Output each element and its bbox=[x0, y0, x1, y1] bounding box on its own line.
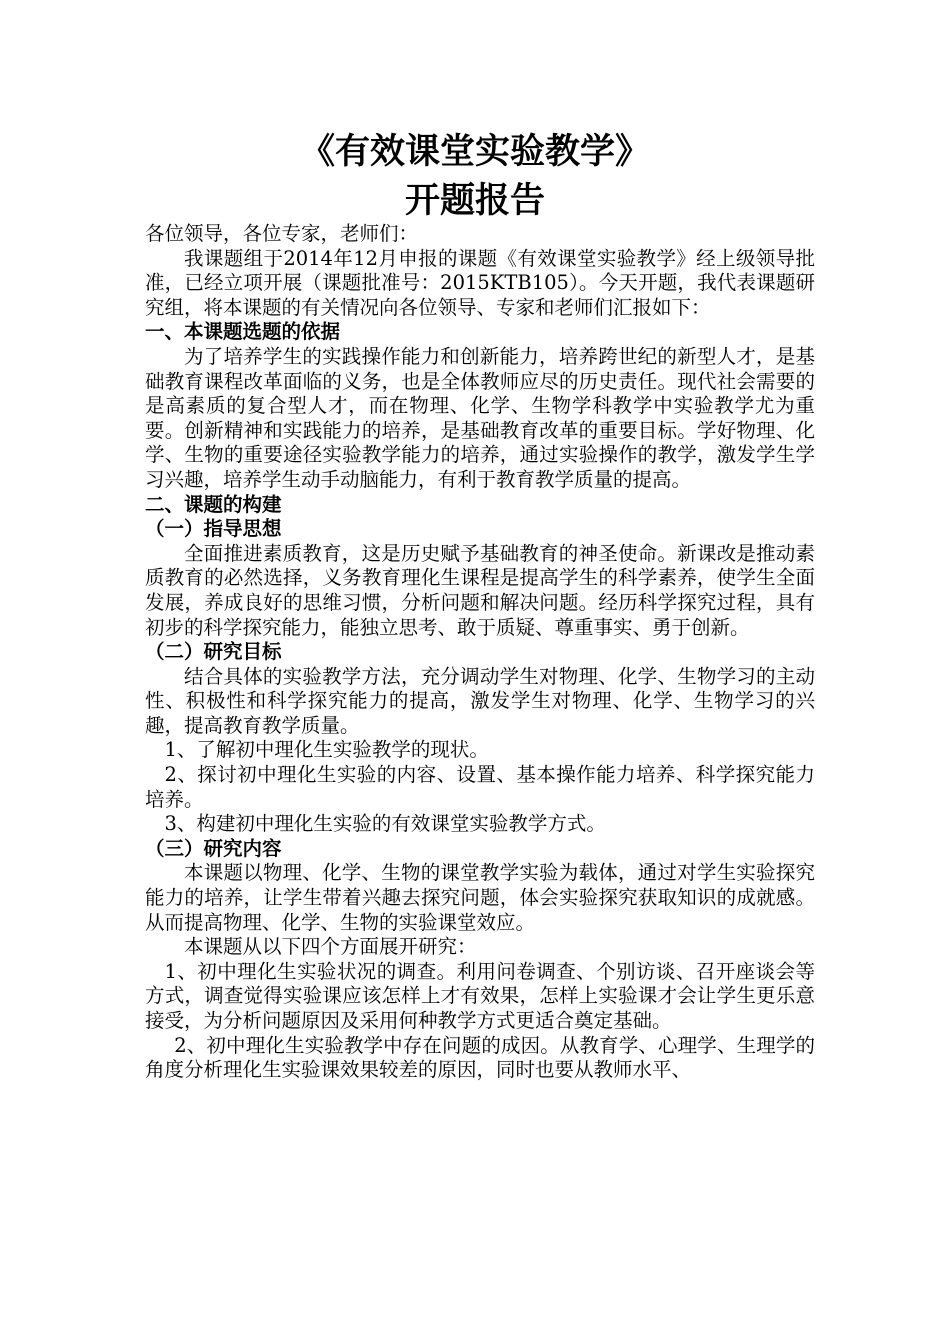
subsection-3-heading: （三）研究内容 bbox=[145, 836, 282, 860]
goal-item-3: 3、构建初中理化生实验的有效课堂实验教学方式。 bbox=[164, 812, 606, 836]
subsection-3-paragraph-2: 本课题从以下四个方面展开研究： bbox=[184, 935, 477, 959]
greeting: 各位领导，各位专家，老师们： bbox=[145, 222, 419, 245]
section-1-heading: 一、本课题选题的依据 bbox=[145, 320, 341, 344]
document-subtitle: 开题报告 bbox=[404, 181, 545, 221]
section-1-paragraph: 为了培养学生的实践操作能力和创新能力，培养跨世纪的新型人才，是基础教育课程改革面临的义务，也是全体教师应尽的历史责任。现代社会需要的是高素质的复合型人才，而在物理、化学、生物学科教学中实验教学尤为重要。创新精神和实践能力的培养，是基础教育改革的重要目标。学好物理、化学、生物的重要途径实验教学能力的培养，通过实验操作的教学，激发学生学习兴趣，培养学生动手动脑能力，有利于教育教学质量的提高。 bbox=[145, 344, 815, 491]
subsection-3-paragraph-1: 本课题以物理、化学、生物的课堂教学实验为载体，通过对学生实验探究能力的培养，让学生带着兴趣去探究问题，体会实验探究获取知识的成就感。从而提高物理、化学、生物的实验课堂效应。 bbox=[145, 861, 815, 934]
content-item-2: 2、初中理化生实验教学中存在问题的成因。从教育学、心理学、生理学的角度分析理化生实验课效果较差的原因，同时也要从教师水平、 bbox=[145, 1033, 815, 1082]
subsection-1-paragraph: 全面推进素质教育，这是历史赋予基础教育的神圣使命。新课改是推动素质教育的必然选择，义务教育理化生课程是提高学生的科学素养，使学生全面发展，养成良好的思维习惯，分析问题和解决问题。经历科学探究过程，具有初步的科学探究能力，能独立思考、敢于质疑、尊重事实、勇于创新。 bbox=[145, 541, 815, 639]
section-2-heading: 二、课题的构建 bbox=[145, 492, 282, 516]
subsection-1-heading: （一）指导思想 bbox=[145, 517, 282, 541]
document-body bbox=[145, 222, 815, 1083]
content-item-1: 1、初中理化生实验状况的调查。利用问卷调查、个别访谈、召开座谈会等方式，调查觉得实验课应该怎样上才有效果，怎样上实验课才会让学生更乐意接受，为分析问题原因及采用何种教学方式更适合奠定基础。 bbox=[145, 959, 815, 1032]
goal-item-2: 2、探讨初中理化生实验的内容、设置、基本操作能力培养、科学探究能力培养。 bbox=[145, 763, 815, 811]
goal-item-1: 1、了解初中理化生实验教学的现状。 bbox=[164, 738, 489, 762]
document-title: 《有效课堂实验教学》 bbox=[299, 132, 650, 172]
subsection-2-paragraph: 结合具体的实验教学方法，充分调动学生对物理、化学、生物学习的主动性、积极性和科学探究能力的提高，激发学生对物理、化学、生物学习的兴趣，提高教育教学质量。 bbox=[145, 664, 815, 737]
intro-paragraph: 我课题组于2014年12月申报的课题《有效课堂实验教学》经上级领导批准，已经立项开展（课题批准号：2015KTB105）。今天开题，我代表课题研究组，将本课题的有关情况向各位领导、专家和老师们汇报如下： bbox=[145, 246, 815, 319]
subsection-2-heading: （二）研究目标 bbox=[145, 640, 282, 664]
